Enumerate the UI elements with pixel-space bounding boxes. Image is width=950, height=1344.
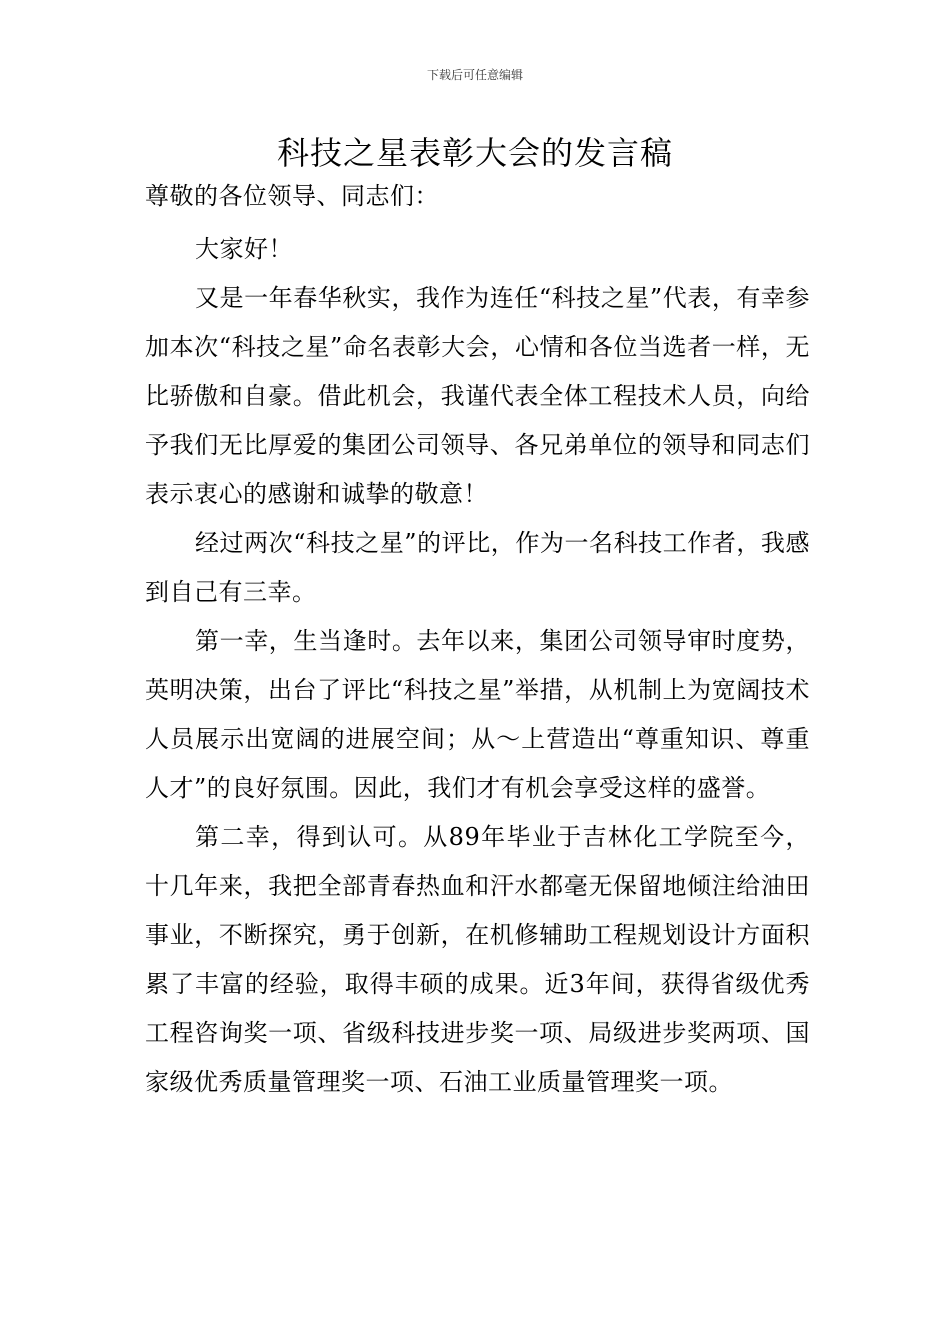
document-title: 科技之星表彰大会的发言稿 [276, 134, 673, 172]
header-note: 下载后可任意编辑 [426, 68, 523, 82]
document-body [145, 172, 810, 1107]
paragraph: 又是一年春华秋实，我作为连任“科技之星”代表，有幸参加本次“科技之星”命名表彰大会，心情和各位当选者一样，无比骄傲和自豪。借此机会，我谨代表全体工程技术人员，向给予我们无比厚爱的集团公司领导、各兄弟单位的领导和同志们表示衷心的感谢和诚挚的敬意！ [145, 284, 810, 508]
paragraph: 经过两次“科技之星”的评比，作为一名科技工作者，我感到自己有三幸。 [145, 529, 810, 606]
paragraph: 第二幸，得到认可。从89年毕业于吉林化工学院至今，十几年来，我把全部青春热血和汗水都毫无保留地倾注给油田事业，不断探究，勇于创新，在机修辅助工程规划设计方面积累了丰富的经验，取得丰硕的成果。近3年间，获得省级优秀工程咨询奖一项、省级科技进步奖一项、局级进步奖两项、国家级优秀质量管理奖一项、石油工业质量管理奖一项。 [145, 823, 810, 1096]
greeting-line: 大家好！ [195, 235, 293, 263]
salutation: 尊敬的各位领导、同志们： [145, 182, 439, 210]
paragraph: 第一幸，生当逢时。去年以来，集团公司领导审时度势，英明决策，出台了评比“科技之星”举措，从机制上为宽阔技术人员展示出宽阔的进展空间；从～上营造出“尊重知识、尊重人才”的良好氛围。因此，我们才有机会享受这样的盛誉。 [145, 627, 810, 802]
